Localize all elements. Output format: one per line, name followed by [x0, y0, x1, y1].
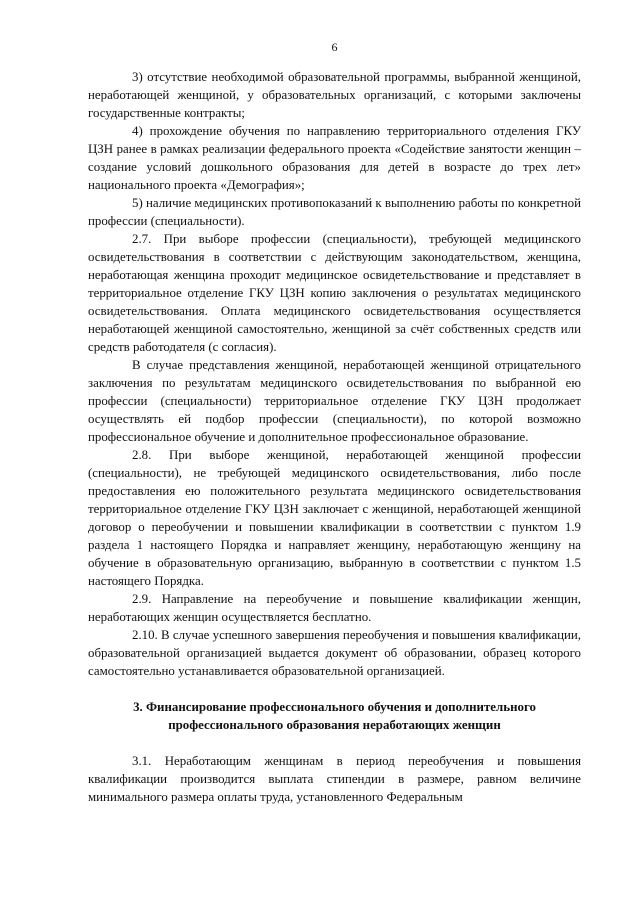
- section-3-body: [88, 752, 581, 806]
- section-heading-line-2: профессионального образования неработающих женщин: [168, 718, 501, 732]
- paragraph-item-3: 3) отсутствие необходимой образовательной программы, выбранной женщиной, неработающей женщиной, у образовательных организаций, с которыми заключены государственные контракты;: [88, 70, 581, 120]
- paragraph-item-5: 5) наличие медицинских противопоказаний к выполнению работы по конкретной профессии (специальности).: [88, 196, 581, 228]
- paragraph-2-7-continued: В случае представления женщиной, неработающей женщиной отрицательного заключения по результатам медицинского освидетельствования по выбранной ею профессии (специальности) территориальное отделение ГКУ ЦЗН продолжает осуществлять ей подбор профессии (специальности), по которой возможно профессиональное обучение и дополнительное профессиональное образование.: [88, 358, 581, 444]
- document-body: [88, 68, 581, 680]
- paragraph-2-8: 2.8. При выборе женщиной, неработающей женщиной профессии (специальности), не требующей медицинского освидетельствования, либо после предоставления ею положительного результата медицинского освидетельствования территориальное отделение ГКУ ЦЗН заключает с женщиной, неработающей женщиной договор о переобучении и повышении квалификации в соответствии с пунктом 1.9 раздела 1 настоящего Порядка и направляет женщину, неработающую женщину на обучение в образовательную организацию, выбранную в соответствии с пунктом 1.5 настоящего Порядка.: [88, 448, 581, 588]
- page-number: 6: [331, 40, 338, 54]
- section-3-heading: [88, 698, 581, 734]
- paragraph-2-9: 2.9. Направление на переобучение и повышение квалификации женщин, неработающих женщин осуществляется бесплатно.: [88, 592, 581, 624]
- paragraph-2-7: 2.7. При выборе профессии (специальности), требующей медицинского освидетельствования в соответствии с действующим законодательством, женщина, неработающая женщина проходит медицинское освидетельствование и представляет в территориальное отделение ГКУ ЦЗН копию заключения о результатах медицинского освидетельствования. Оплата медицинского освидетельствования осуществляется неработающей женщиной самостоятельно, женщиной за счёт собственных средств или средств работодателя (с согласия).: [88, 232, 581, 354]
- paragraph-3-1: 3.1. Неработающим женщинам в период переобучения и повышения квалификации производится выплата стипендии в размере, равном величине минимального размера оплаты труда, установленного Федеральным: [88, 754, 581, 804]
- section-heading-line-1: 3. Финансирование профессионального обучения и дополнительного: [133, 700, 536, 714]
- paragraph-item-4: 4) прохождение обучения по направлению территориального отделения ГКУ ЦЗН ранее в рамках реализации федерального проекта «Содействие занятости женщин – создание условий дошкольного образования для детей в возрасте до трех лет» национального проекта «Демография»;: [88, 124, 581, 192]
- paragraph-2-10: 2.10. В случае успешного завершения переобучения и повышения квалификации, образовательной организацией выдается документ об образовании, образец которого самостоятельно устанавливается образовательной организацией.: [88, 628, 581, 678]
